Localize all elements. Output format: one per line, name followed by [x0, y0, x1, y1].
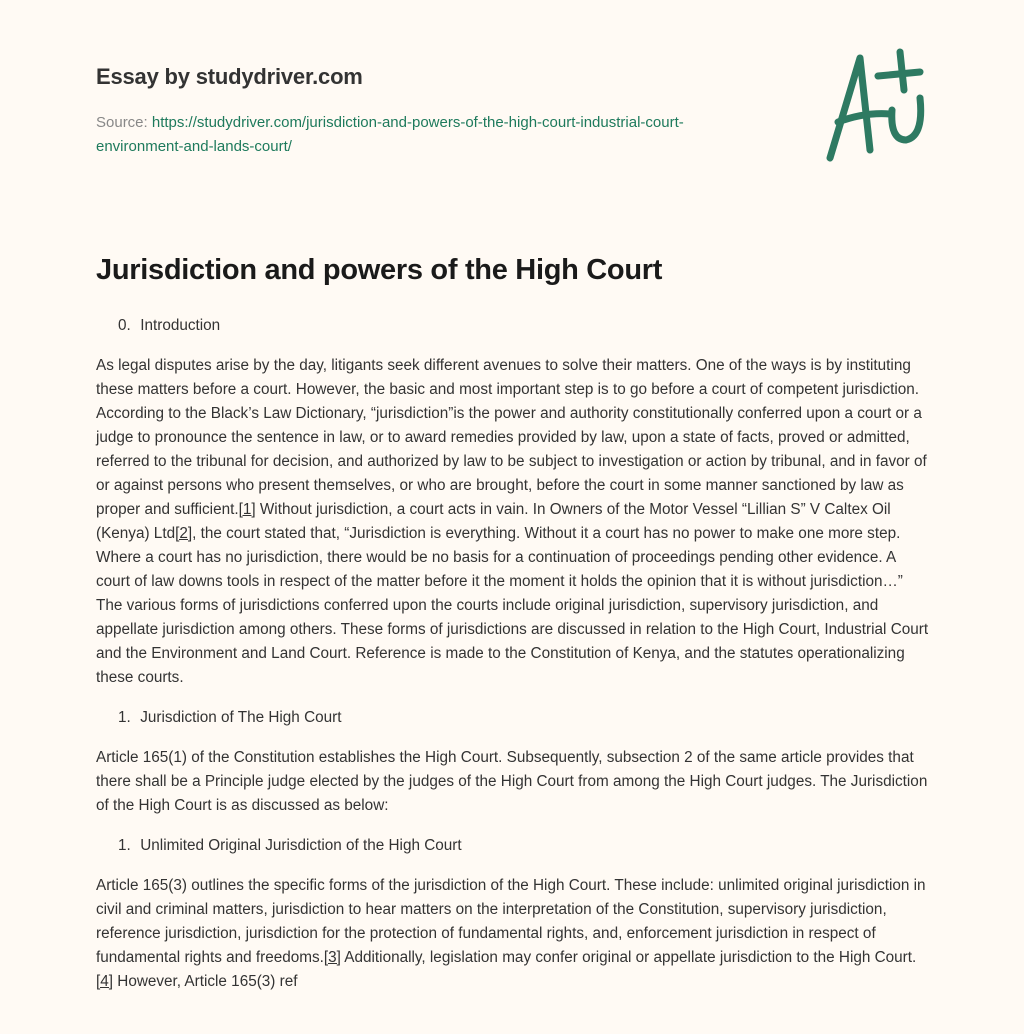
paragraph-article-165-3 [96, 874, 932, 994]
text: Without jurisdiction, a court acts in vain. In Owners of the Motor Vessel “Lillian S” V Caltex Oil (Kenya) Ltd [96, 501, 891, 542]
section-heading-unlimited-original [96, 834, 932, 858]
footnote-link-1[interactable]: [1] [238, 501, 256, 518]
section-heading-introduction [96, 314, 932, 338]
footnote-link-4[interactable]: [4] [96, 973, 114, 990]
source-label: Source: [96, 114, 152, 131]
page-title: Jurisdiction and powers of the High Court [96, 254, 663, 286]
text: , the court stated that, “Jurisdiction is everything. Without it a court has no power to make one more step. Where a court has no jurisdiction, there would be no basis for a continuation of proceedings pending other evidence. A court of law downs tools in respect of the matter before it the moment it holds the opinion that it is without jurisdiction…” The various forms of jurisdictions conferred upon the courts include original jurisdiction, supervisory jurisdiction, and appellate jurisdiction among others. These forms of jurisdictions are discussed in relation to the High Court, Industrial Court and the Environment and Land Court. Reference is made to the Constitution of Kenya, and the statutes operationalizing these courts. [96, 525, 929, 686]
site-title: Essay by studydriver.com [96, 64, 363, 89]
essay-body [96, 314, 932, 1010]
section-heading-label: Jurisdiction of The High Court [140, 709, 342, 726]
list-number: 0. [118, 317, 131, 334]
paragraph-intro [96, 354, 932, 690]
source-link[interactable]: https://studydriver.com/jurisdiction-and-powers-of-the-high-court-industrial-court-environment-and-lands-court/ [96, 114, 684, 155]
footnote-link-3[interactable]: [3] [323, 949, 341, 966]
section-heading-jurisdiction [96, 706, 932, 730]
source-line [96, 111, 736, 159]
footnote-link-2[interactable]: [2] [175, 525, 193, 542]
text: Article 165(3) outlines the specific forms of the jurisdiction of the High Court. These include: unlimited original jurisdiction in civil and criminal matters, jurisdiction to hear matters on the interpretation of the Constitution, supervisory jurisdiction, reference jurisdiction, jurisdiction for the protection of fundamental rights, and, enforcement jurisdiction in respect of fundamental rights and freedoms. [96, 877, 926, 966]
a-plus-logo-icon [820, 40, 930, 165]
list-number: 1. [118, 837, 131, 854]
text: As legal disputes arise by the day, litigants seek different avenues to solve their matters. One of the ways is by instituting these matters before a court. However, the basic and most important step is to go before a court of competent jurisdiction. According to the Black’s Law Dictionary, “jurisdiction”is the power and authority constitutionally conferred upon a court or a judge to pronounce the sentence in law, or to award remedies provided by law, upon a state of facts, proved or admitted, referred to the tribunal for decision, and authorized by law to be subject to investigation or action by tribunal, and in favor of or against persons who present themselves, or who are brought, before the court in some manner sanctioned by law as proper and sufficient. [96, 357, 927, 518]
list-number: 1. [118, 709, 131, 726]
text: However, Article 165(3) ref [113, 973, 298, 990]
section-heading-label: Unlimited Original Jurisdiction of the High Court [140, 837, 462, 854]
paragraph-article-165-1: Article 165(1) of the Constitution establishes the High Court. Subsequently, subsection 2 of the same article provides that there shall be a Principle judge elected by the judges of the High Court from among the High Court judges. The Jurisdiction of the High Court is as discussed as below: [96, 749, 928, 814]
text: Additionally, legislation may confer original or appellate jurisdiction to the High Court. [340, 949, 917, 966]
section-heading-label: Introduction [140, 317, 221, 334]
